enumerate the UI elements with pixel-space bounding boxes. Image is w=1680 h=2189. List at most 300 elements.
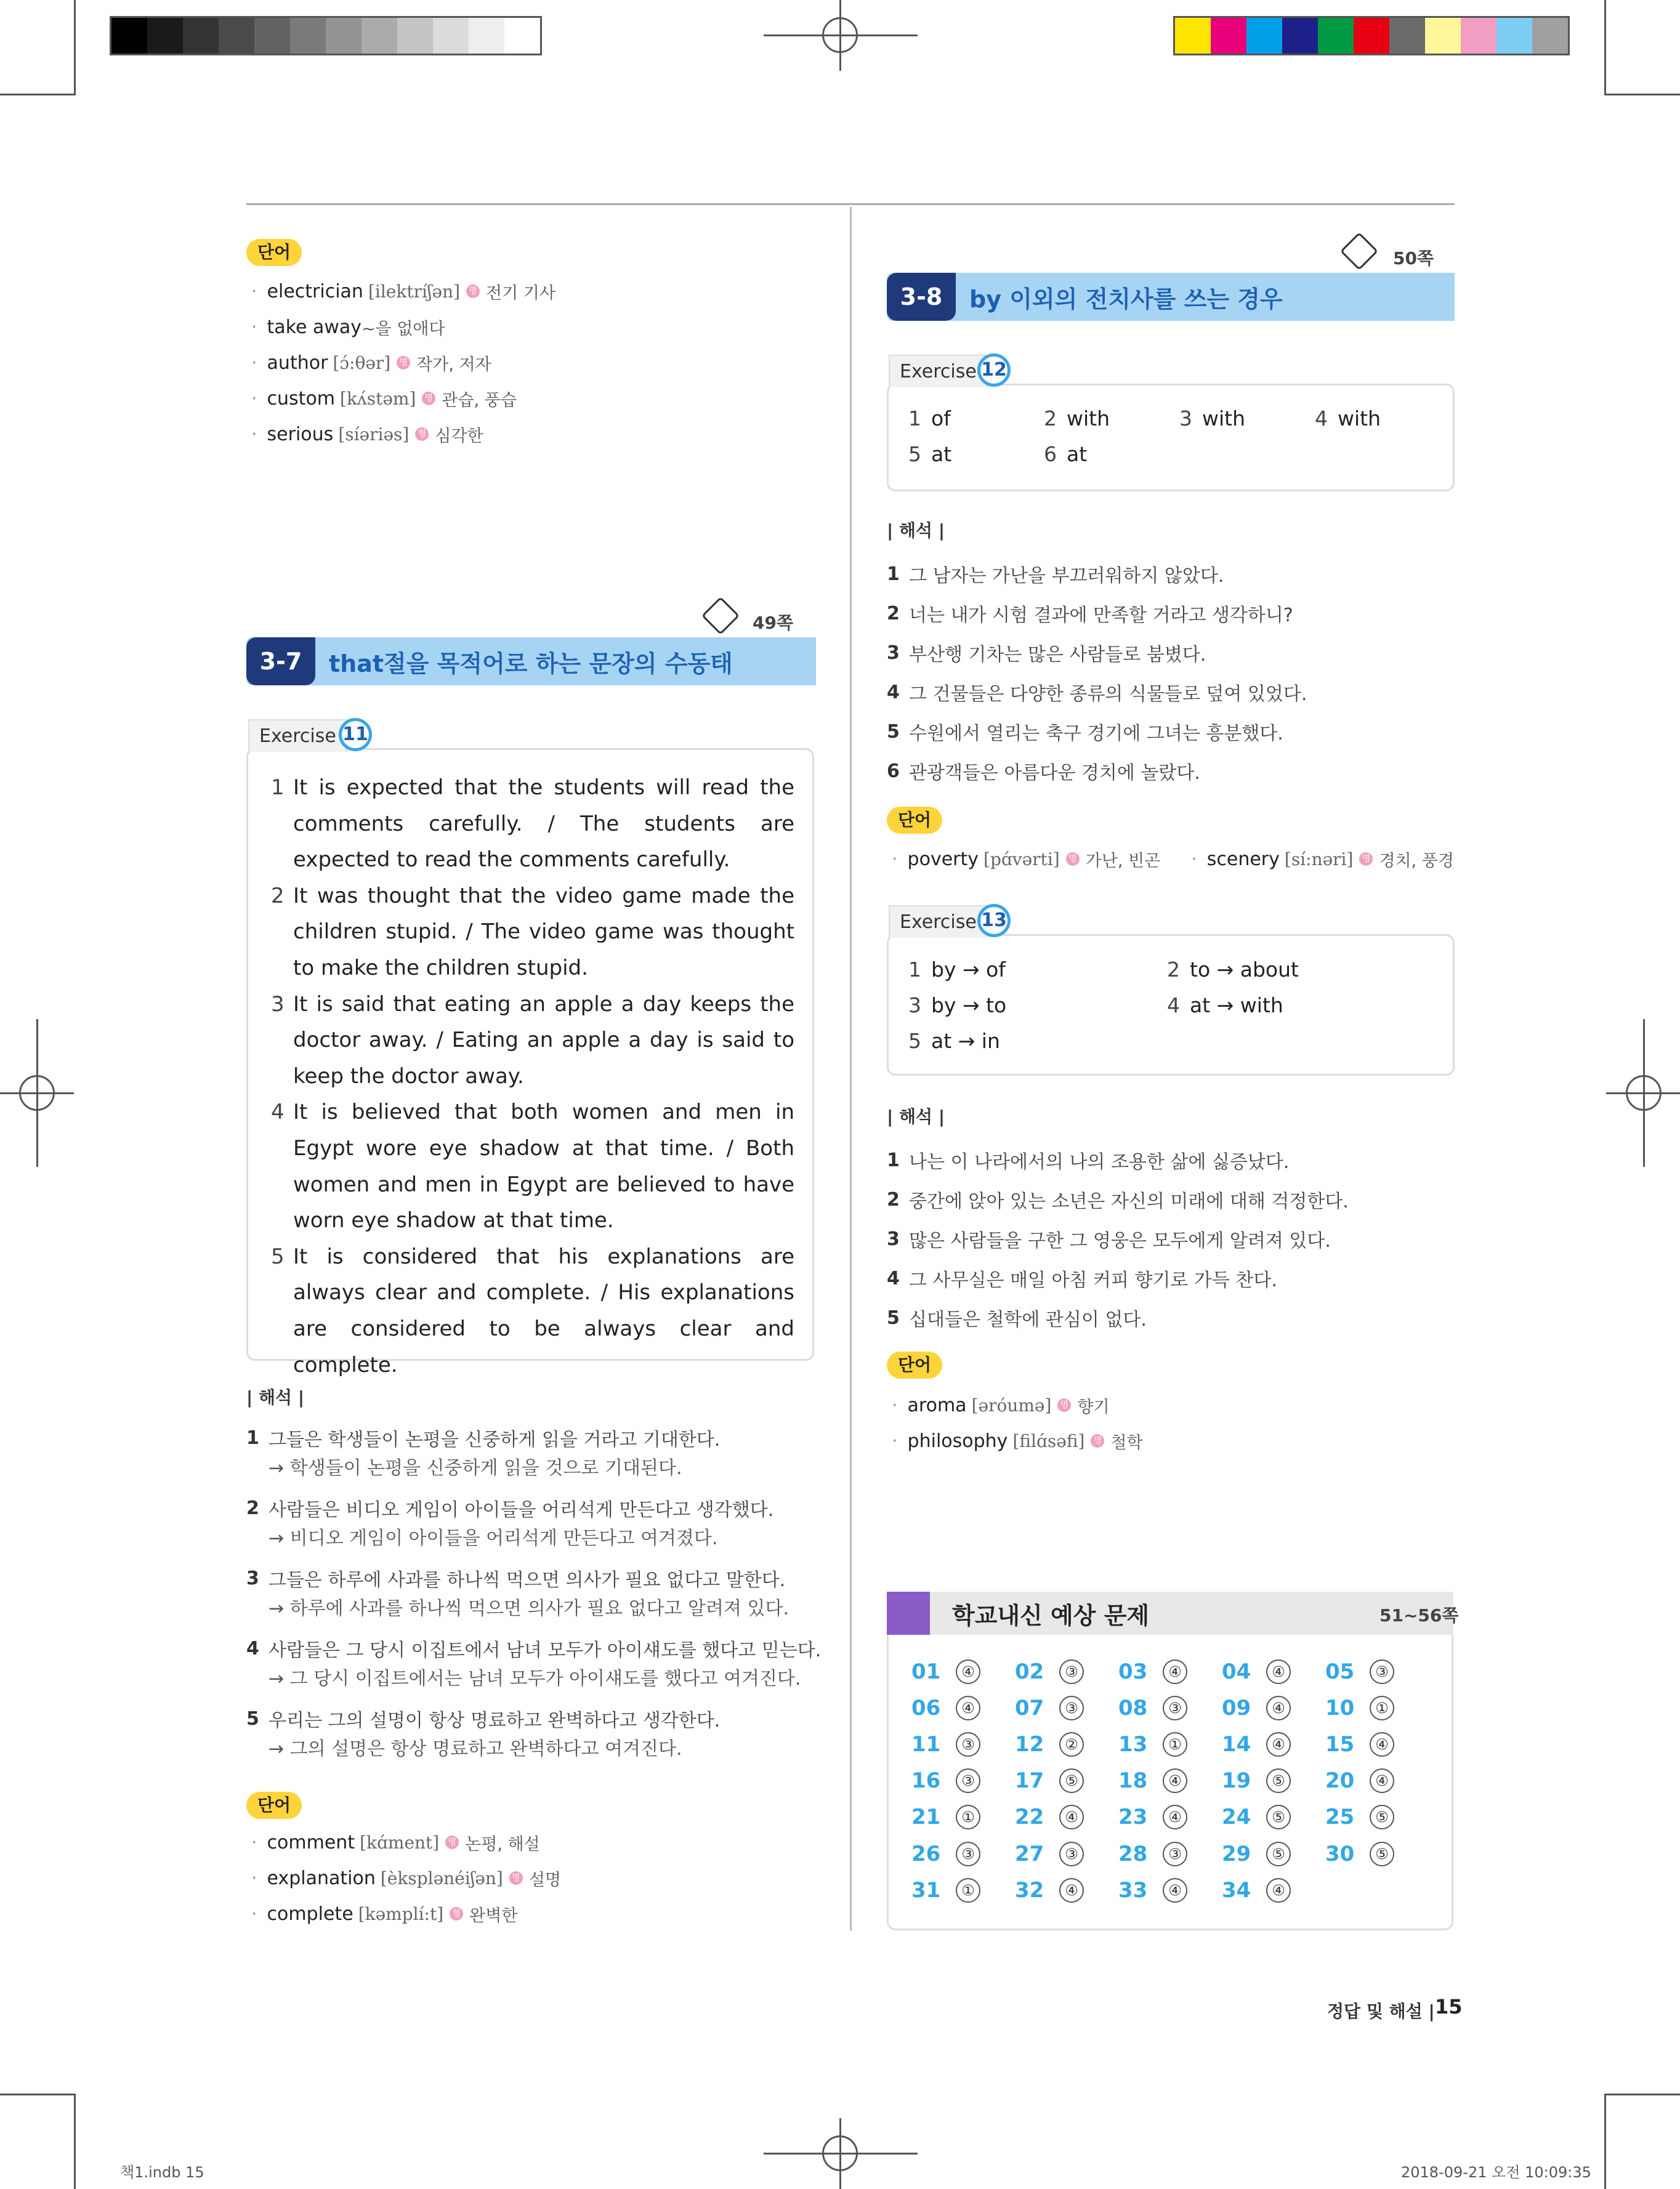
vocab-word: electrician [267, 280, 363, 302]
vocab-list [892, 841, 1485, 877]
answer-choice: ④ [1266, 1732, 1291, 1757]
bullet-dot: · [1191, 848, 1197, 870]
answer-item [1044, 442, 1087, 466]
exam-header [887, 1592, 1453, 1635]
vocab-word: complete [267, 1903, 353, 1925]
answer-item [1167, 957, 1299, 982]
question-number: 21 [911, 1805, 941, 1830]
exercise-number: 11 [339, 718, 372, 751]
answer-number: 2 [1044, 406, 1057, 430]
exam-item [1015, 1842, 1118, 1866]
exam-item [1015, 1732, 1118, 1757]
crop-mark [1604, 2094, 1606, 2189]
item-text: It was thought that the video game made the children stupid. / The video game was thought to make the children stupid. [293, 883, 794, 980]
vocab-item [251, 345, 555, 381]
exam-item [1118, 1696, 1222, 1720]
vocab-meaning: 철학 [1110, 1433, 1143, 1453]
exam-item [1222, 1878, 1325, 1903]
answer-choice: ④ [1163, 1805, 1187, 1829]
item-number: 5 [887, 720, 900, 743]
translation-item [887, 712, 1307, 751]
translation-passive: → 그 당시 이집트에서는 남녀 모두가 아이섀도를 했다고 여겨진다. [269, 1668, 801, 1690]
vocab-word: aroma [907, 1394, 967, 1416]
pencil-icon [1340, 232, 1378, 270]
item-number: 4 [887, 681, 900, 703]
exam-item [1325, 1768, 1429, 1793]
vocab-phonetic: [sí:nəri] [1284, 849, 1354, 869]
translation-passive: → 비디오 게임이 아이들을 어리석게 만든다고 여겨졌다. [269, 1528, 718, 1549]
translation-text: 부산행 기차는 많은 사람들로 붐볐다. [909, 644, 1206, 666]
vocab-word: take away [267, 316, 362, 338]
bullet-dot: · [892, 1394, 898, 1416]
answer-choice: ③ [1059, 1842, 1084, 1866]
question-number: 27 [1015, 1841, 1044, 1866]
bullet-dot: · [251, 1867, 257, 1889]
answer-number: 6 [1044, 442, 1057, 466]
vocab-meaning: 작가, 저자 [416, 355, 491, 374]
item-number: 2 [887, 602, 900, 624]
part-of-speech-badge: 형 [415, 427, 429, 441]
exercise-answers [271, 770, 794, 1383]
answer-item [908, 406, 951, 430]
item-text: It is said that eating an apple a day keeps the doctor away. / Eating an apple a day is said to keep the doctor away. [293, 991, 794, 1089]
exercise-item [271, 986, 794, 1095]
answer-item [1167, 993, 1283, 1017]
color-swatch [1282, 18, 1318, 54]
answer-number: 3 [908, 993, 921, 1017]
page-reference: 51~56쪽 [1379, 1605, 1459, 1626]
item-number: 4 [887, 1267, 900, 1289]
question-number: 33 [1118, 1877, 1148, 1903]
translation-item [246, 1633, 821, 1695]
question-number: 12 [1015, 1731, 1044, 1757]
exam-item [1015, 1878, 1118, 1903]
item-number: 4 [271, 1100, 285, 1125]
slug-datetime: 2018-09-21 오전 10:09:35 [1401, 2164, 1591, 2181]
item-text: It is expected that the students will read the comments carefully. / The students are expected to read the comments carefully. [293, 775, 794, 873]
item-number: 2 [271, 883, 285, 908]
answer-choice: ③ [1163, 1842, 1187, 1866]
exercise-number: 13 [977, 904, 1011, 937]
answer-item [908, 957, 1006, 982]
translation-text: 중간에 앉아 있는 소년은 자신의 미래에 대해 걱정한다. [909, 1191, 1349, 1212]
translation-item [887, 1259, 1349, 1298]
item-number: 3 [887, 1228, 900, 1250]
translation-item [246, 1563, 821, 1624]
exam-item [1325, 1842, 1429, 1866]
answer-choice: ④ [1266, 1878, 1291, 1903]
answer-value: at → with [1190, 993, 1283, 1017]
vocab-meaning: 전기 기사 [486, 283, 555, 303]
color-swatch [326, 18, 361, 54]
translation-item [887, 594, 1307, 633]
answer-number: 5 [908, 1029, 921, 1053]
item-number: 5 [246, 1707, 259, 1730]
question-number: 14 [1222, 1731, 1251, 1757]
bullet-dot: · [892, 1430, 898, 1452]
question-number: 08 [1118, 1695, 1148, 1720]
vocab-word: custom [267, 387, 336, 409]
color-swatch [469, 18, 504, 54]
question-number: 32 [1015, 1877, 1044, 1903]
exercise-item [271, 878, 794, 986]
answer-choice: ① [956, 1805, 980, 1829]
exam-item [911, 1878, 1015, 1903]
vocab-meaning: 경치, 풍경 [1379, 851, 1454, 871]
exam-item [1015, 1805, 1118, 1829]
answer-item [1315, 406, 1381, 430]
exam-item [911, 1659, 1015, 1684]
translation-item [246, 1493, 821, 1554]
translation-item [887, 672, 1307, 712]
answer-value: at → in [931, 1029, 1000, 1053]
bullet-dot: · [251, 387, 257, 409]
translation-text: 너는 내가 시험 결과에 만족할 거라고 생각하니? [909, 605, 1293, 626]
exam-item [1015, 1659, 1118, 1684]
answer-value: with [1338, 406, 1381, 430]
answer-choice: ③ [1370, 1659, 1394, 1684]
color-swatch [1461, 18, 1496, 54]
translation-text: 수원에서 열리는 축구 경기에 그녀는 흥분했다. [909, 723, 1283, 744]
question-number: 26 [911, 1841, 941, 1866]
pencil-icon [701, 597, 740, 635]
vocab-meaning: 완벽한 [469, 1906, 518, 1925]
color-swatch [1318, 18, 1354, 54]
question-number: 07 [1015, 1695, 1044, 1720]
vocab-word: scenery [1206, 848, 1280, 870]
registration-mark [839, 0, 841, 71]
translation-item [887, 751, 1307, 791]
answer-choice: ⑤ [1266, 1842, 1291, 1866]
translation-item [887, 554, 1307, 594]
question-number: 31 [911, 1877, 941, 1903]
question-number: 01 [911, 1659, 941, 1684]
exam-item [911, 1768, 1015, 1793]
section-title: by 이외의 전치사를 쓰는 경우 [969, 285, 1283, 313]
answer-number: 4 [1315, 406, 1328, 430]
answer-choice: ⑤ [1266, 1768, 1291, 1793]
translation-label: | 해석 | [246, 1387, 305, 1408]
process-color-bar [1173, 16, 1570, 55]
item-text: It is believed that both women and men in Egypt wore eye shadow at that time. / Both women and men in Egypt are believed to have worn eye shadow at that time. [293, 1100, 794, 1233]
translation-line [246, 1563, 821, 1594]
footer-label: 정답 및 해설 | [1327, 2001, 1435, 2022]
section-header [887, 273, 1455, 321]
color-swatch [397, 18, 433, 54]
vocab-word: explanation [267, 1867, 376, 1889]
answer-item [908, 993, 1006, 1017]
exam-item [1325, 1659, 1429, 1684]
item-number: 6 [887, 760, 900, 782]
crop-mark [1604, 0, 1606, 95]
crop-mark [74, 2094, 76, 2189]
vocab-list [251, 1824, 561, 1932]
item-number: 5 [887, 1307, 900, 1329]
question-number: 28 [1118, 1841, 1148, 1866]
vocab-meaning: 논평, 해설 [465, 1834, 540, 1854]
section-number: 3-8 [887, 273, 956, 321]
vocab-item [892, 841, 1160, 877]
exercise-item [271, 1094, 794, 1238]
answer-choice: ⑤ [1059, 1768, 1084, 1793]
item-number: 1 [887, 563, 900, 585]
answer-choice: ③ [956, 1732, 980, 1757]
question-number: 11 [911, 1731, 941, 1757]
answer-value: by → to [931, 993, 1007, 1017]
color-swatch [254, 18, 290, 54]
question-number: 06 [911, 1695, 941, 1720]
exam-item [1325, 1805, 1429, 1829]
vocab-phonetic: [pɑ́vərti] [983, 849, 1060, 869]
item-number: 1 [271, 775, 285, 800]
exam-item [1118, 1768, 1222, 1793]
vocab-meaning: ~을 없애다 [361, 319, 445, 339]
item-number: 4 [246, 1637, 259, 1659]
bullet-dot: · [251, 1831, 257, 1853]
color-swatch [219, 18, 254, 54]
answer-choice: ④ [1059, 1878, 1084, 1903]
question-number: 29 [1222, 1841, 1251, 1866]
exam-row [911, 1653, 1429, 1690]
exam-row [911, 1763, 1429, 1799]
exercise-number: 12 [977, 353, 1011, 387]
color-swatch [1532, 18, 1568, 54]
vocab-word: philosophy [907, 1430, 1008, 1452]
exam-row [911, 1690, 1429, 1726]
vocab-badge: 단어 [887, 807, 942, 834]
translation-text: 그 남자는 가난을 부끄러워하지 않았다. [909, 565, 1224, 587]
item-number: 3 [246, 1567, 259, 1589]
color-swatch [147, 18, 183, 54]
answer-choice: ③ [956, 1842, 980, 1866]
translation-text: 나는 이 나라에서의 나의 조용한 삶에 싫증났다. [909, 1151, 1290, 1173]
color-swatch [1354, 18, 1389, 54]
answer-value: to → about [1190, 957, 1299, 982]
color-swatch [183, 18, 219, 54]
vocab-phonetic: [kɑ́ment] [360, 1832, 440, 1853]
question-number: 15 [1325, 1731, 1355, 1757]
translation-passive: → 그의 설명은 항상 명료하고 완벽하다고 여겨진다. [269, 1738, 682, 1760]
answer-number: 1 [908, 406, 921, 430]
vocab-phonetic: [filɑ́səfi] [1012, 1430, 1085, 1451]
translation-item [887, 1298, 1349, 1337]
translation-text: 관광객들은 아름다운 경치에 놀랐다. [909, 762, 1200, 784]
item-number: 2 [246, 1497, 259, 1519]
color-swatch [1211, 18, 1246, 54]
vocab-word: serious [267, 423, 334, 445]
part-of-speech-badge: 형 [450, 1907, 463, 1921]
answer-choice: ⑤ [1370, 1842, 1394, 1866]
bullet-dot: · [251, 316, 257, 338]
translation-label: | 해석 | [887, 1107, 945, 1127]
answer-choice: ④ [1370, 1768, 1394, 1793]
vocab-phonetic: [ilektríʃən] [368, 281, 461, 302]
question-number: 04 [1222, 1659, 1251, 1684]
vocab-item [892, 1387, 1143, 1423]
color-swatch [111, 18, 147, 54]
translation-text: 그 건물들은 다양한 종류의 식물들로 덮여 있었다. [909, 683, 1307, 705]
answer-choice: ① [956, 1878, 980, 1903]
question-number: 22 [1015, 1805, 1044, 1830]
section-number: 3-7 [246, 637, 315, 685]
item-number: 1 [887, 1149, 900, 1171]
part-of-speech-badge: 명 [397, 356, 410, 369]
question-number: 02 [1015, 1659, 1044, 1684]
question-number: 05 [1325, 1659, 1355, 1684]
translation-label: | 해석 | [887, 520, 945, 541]
translation-text: 사람들은 그 당시 이집트에서 남녀 모두가 아이섀도를 했다고 믿는다. [269, 1640, 822, 1661]
exercise-item [271, 770, 794, 878]
answer-choice: ⑤ [1266, 1805, 1291, 1829]
page-reference: 49쪽 [753, 613, 794, 633]
vocab-phonetic: [èksplənéiʃən] [380, 1868, 503, 1889]
exam-item [1222, 1805, 1325, 1829]
item-number: 1 [246, 1427, 259, 1449]
answer-choice: ④ [1266, 1696, 1291, 1720]
answer-value: by → of [931, 957, 1006, 982]
answer-item [1044, 406, 1110, 430]
color-swatch [1425, 18, 1461, 54]
part-of-speech-badge: 명 [1091, 1434, 1104, 1448]
translation-line [246, 1703, 821, 1734]
section-title: that절을 목적어로 하는 문장의 수동태 [329, 650, 733, 677]
crop-mark [1604, 2094, 1680, 2095]
exercise-tab: Exercise [248, 719, 347, 752]
vocab-item [251, 1860, 561, 1896]
crop-mark [74, 0, 76, 95]
color-swatch [433, 18, 469, 54]
translation-list [887, 554, 1307, 791]
answer-choice: ① [1163, 1732, 1187, 1757]
exam-row [911, 1872, 1429, 1908]
color-swatch [1246, 18, 1282, 54]
vocab-item [251, 309, 555, 345]
question-number: 13 [1118, 1731, 1148, 1757]
answer-choice: ⑤ [1370, 1805, 1394, 1829]
translation-item [887, 1219, 1349, 1259]
exam-item [1118, 1659, 1222, 1684]
exam-item [1222, 1696, 1325, 1720]
vocab-word: poverty [907, 848, 979, 870]
vocab-item [892, 1423, 1143, 1459]
exam-answer-grid [911, 1653, 1429, 1908]
answer-number: 3 [1179, 406, 1192, 430]
translation-text: 우리는 그의 설명이 항상 명료하고 완벽하다고 생각한다. [269, 1710, 721, 1731]
vocab-word: author [267, 352, 328, 374]
exercise-item [271, 1239, 794, 1383]
translation-text: 사람들은 비디오 게임이 아이들을 어리석게 만든다고 생각했다. [269, 1499, 774, 1521]
answer-choice: ④ [1059, 1805, 1084, 1829]
question-number: 09 [1222, 1695, 1251, 1720]
translation-item [887, 1140, 1349, 1180]
exam-row [911, 1836, 1429, 1872]
part-of-speech-badge: 명 [422, 392, 435, 405]
registration-mark [1643, 1019, 1645, 1167]
question-number: 03 [1118, 1659, 1148, 1684]
translation-list [246, 1422, 821, 1773]
bullet-dot: · [892, 848, 898, 870]
item-number: 3 [271, 991, 285, 1017]
answer-number: 5 [908, 442, 921, 466]
question-number: 25 [1325, 1805, 1355, 1830]
exam-item [1015, 1696, 1118, 1720]
translation-text: 많은 사람들을 구한 그 영웅은 모두에게 알려져 있다. [909, 1230, 1331, 1252]
color-swatch [504, 18, 540, 54]
vocab-phonetic: [kəmplí:t] [358, 1903, 444, 1924]
vocab-item [251, 273, 555, 309]
part-of-speech-badge: 명 [1057, 1398, 1071, 1412]
registration-mark [36, 1019, 38, 1167]
question-number: 18 [1118, 1768, 1148, 1794]
page-reference: 50쪽 [1393, 248, 1434, 268]
answer-item [908, 1029, 1000, 1053]
answer-choice: ④ [956, 1696, 980, 1720]
exercise-tab: Exercise [889, 355, 988, 387]
translation-line [246, 1422, 821, 1453]
vocab-meaning: 심각한 [435, 426, 483, 446]
crop-mark [1604, 94, 1680, 95]
translation-passive: → 하루에 사과를 하나씩 먹으면 의사가 필요 없다고 알려져 있다. [269, 1598, 789, 1619]
exam-item [911, 1732, 1015, 1757]
answer-value: of [931, 406, 951, 430]
item-text: It is considered that his explanations are always clear and complete. / His explanations are considered to be always clear and complete. [293, 1244, 794, 1377]
answer-number: 1 [908, 957, 921, 982]
vocab-badge: 단어 [887, 1352, 942, 1379]
answer-choice: ③ [1059, 1696, 1084, 1720]
question-number: 24 [1222, 1805, 1251, 1830]
top-rule [246, 203, 1455, 205]
item-number: 5 [271, 1244, 285, 1269]
color-swatch [361, 18, 397, 54]
question-number: 17 [1015, 1768, 1044, 1794]
exam-item [1325, 1696, 1429, 1720]
color-swatch [1389, 18, 1425, 54]
exam-item [911, 1696, 1015, 1720]
vocab-meaning: 향기 [1077, 1397, 1110, 1417]
vocab-list [892, 1387, 1143, 1459]
bullet-dot: · [251, 280, 257, 302]
question-number: 30 [1325, 1841, 1355, 1866]
vocab-list [251, 273, 555, 452]
exam-item [1118, 1732, 1222, 1757]
slug-file: 책1.indb 15 [120, 2164, 204, 2181]
question-number: 23 [1118, 1805, 1148, 1830]
answer-item [908, 442, 951, 466]
bullet-dot: · [251, 352, 257, 374]
answer-choice: ④ [1266, 1659, 1291, 1684]
exam-item [1222, 1768, 1325, 1793]
exam-item [1222, 1732, 1325, 1757]
crop-mark [0, 94, 75, 95]
item-number: 3 [887, 642, 900, 664]
part-of-speech-badge: 명 [1359, 852, 1373, 866]
translation-line [246, 1633, 821, 1664]
translation-item [246, 1703, 821, 1765]
answer-value: with [1067, 406, 1110, 430]
bullet-dot: · [251, 1903, 257, 1925]
page-number: 15 [1435, 1995, 1463, 2018]
translation-list [887, 1140, 1349, 1337]
item-number: 2 [887, 1188, 900, 1211]
color-swatch [290, 18, 326, 54]
translation-passive: → 학생들이 논평을 신중하게 읽을 것으로 기대된다. [269, 1457, 682, 1479]
exam-item [1222, 1659, 1325, 1684]
exam-row [911, 1726, 1429, 1762]
exercise-tab: Exercise [889, 905, 988, 938]
question-number: 20 [1325, 1768, 1355, 1794]
vocab-badge: 단어 [246, 1792, 302, 1819]
translation-item [887, 1180, 1349, 1219]
